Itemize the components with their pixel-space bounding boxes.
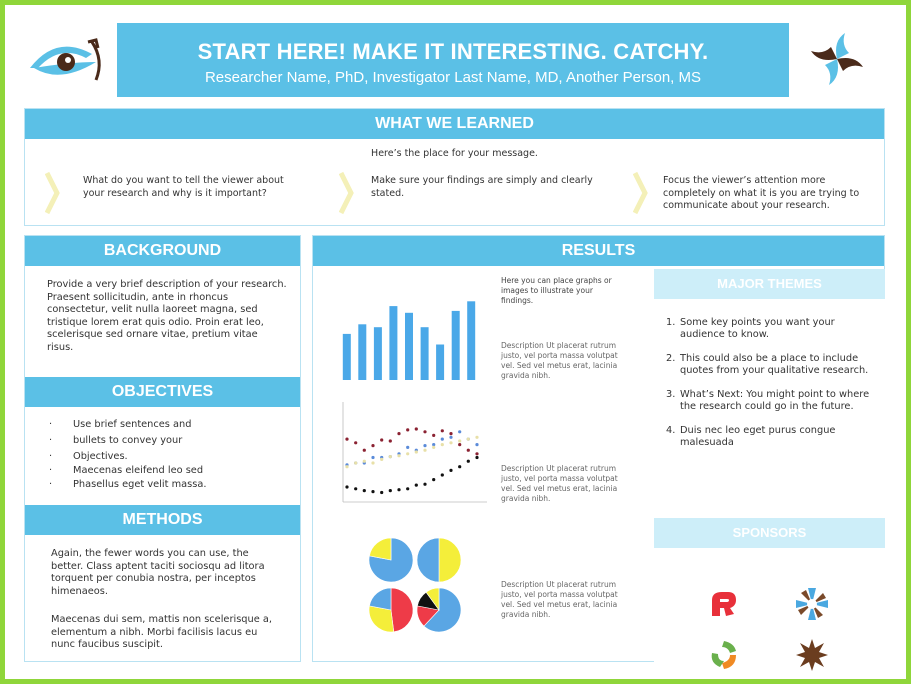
methods-paragraph-1: Again, the fewer words you can use, the better. Class aptent taciti sociosqu ad litora torquent per conubia nostra, per inceptos himenaeos. <box>51 548 265 597</box>
scatter-point <box>441 473 444 476</box>
bar-7 <box>436 345 444 381</box>
scatter-point <box>432 478 435 481</box>
sponsor-logo-brown-star-icon <box>794 637 830 673</box>
scatter-point <box>441 438 444 441</box>
scatter-point <box>441 443 444 446</box>
figure-2-description: Description Ut placerat rutrum justo, vel porta massa volutpat vel. Sed vel metus erat, lacinia gravida nibh. <box>501 464 618 503</box>
scatter-point <box>423 449 426 452</box>
objective-item: · bullets to convey your <box>49 433 206 449</box>
objectives-list <box>49 417 206 493</box>
what-we-learned-heading: WHAT WE LEARNED <box>25 109 884 139</box>
scatter-point <box>415 427 418 430</box>
scatter-point <box>363 449 366 452</box>
scatter-point <box>467 438 470 441</box>
results-intro: Here you can place graphs or images to illustrate your findings. <box>501 276 612 305</box>
theme-item: 3. What’s Next: You might point to where the research could go in the future. <box>666 389 870 412</box>
scatter-point <box>406 428 409 431</box>
scatter-point <box>406 452 409 455</box>
learned-column-1: What do you want to tell the viewer about your research and why is it important? <box>83 175 284 199</box>
scatter-point <box>380 438 383 441</box>
theme-item: 2. This could also be a place to include quotes from your qualitative research. <box>666 353 869 376</box>
sponsor-logo-recycle-icon <box>706 637 742 673</box>
scatter-point <box>449 441 452 444</box>
scatter-point <box>475 452 478 455</box>
sponsor-logo-blue-flower-icon <box>794 586 830 622</box>
theme-item: 4. Duis nec leo eget purus congue malesuada <box>666 425 836 448</box>
methods-paragraph-2: Maecenas dui sem, mattis non scelerisque a, elementum a nibh. Morbi facilisis lacus eu nunc faucibus suscipit. <box>51 614 272 650</box>
scatter-point <box>441 429 444 432</box>
scatter-point <box>371 456 374 459</box>
bar-2 <box>358 324 366 380</box>
background-heading: BACKGROUND <box>25 236 300 266</box>
themes-list <box>666 317 876 461</box>
objective-item: · Objectives. <box>49 449 206 465</box>
scatter-point <box>458 430 461 433</box>
chevron-right-icon <box>45 171 61 215</box>
scatter-point <box>467 449 470 452</box>
major-themes-box <box>654 269 885 662</box>
chevron-right-icon <box>339 171 355 215</box>
scatter-point <box>432 446 435 449</box>
eye-logo-icon <box>26 36 110 86</box>
scatter-point <box>415 484 418 487</box>
pie-slice <box>391 588 413 632</box>
scatter-point <box>423 430 426 433</box>
scatter-point <box>432 443 435 446</box>
bar-8 <box>452 311 460 380</box>
scatter-chart <box>341 402 487 504</box>
scatter-point <box>475 443 478 446</box>
results-panel <box>312 235 885 662</box>
scatter-point <box>371 461 374 464</box>
scatter-point <box>389 455 392 458</box>
scatter-point <box>389 489 392 492</box>
scatter-point <box>380 458 383 461</box>
pie-charts <box>369 538 469 638</box>
objective-item: · Maecenas eleifend leo sed <box>49 463 206 479</box>
scatter-point <box>475 436 478 439</box>
scatter-point <box>475 456 478 459</box>
scatter-point <box>363 489 366 492</box>
figure-1-description: Description Ut placerat rutrum justo, vel porta massa volutpat vel. Sed vel metus erat, lacinia gravida nibh. <box>501 341 618 380</box>
left-column-panel <box>24 235 301 662</box>
pie-slice <box>369 538 391 560</box>
bar-5 <box>405 313 413 380</box>
objective-item: · Phasellus eget velit massa. <box>49 477 206 493</box>
scatter-point <box>354 441 357 444</box>
pinwheel-logo-icon <box>806 28 868 90</box>
scatter-point <box>380 491 383 494</box>
theme-item: 1. Some key points you want your audience to know. <box>666 317 835 340</box>
bar-3 <box>374 327 382 380</box>
learned-column-3: Focus the viewer’s attention more completely on what it is you are trying to communicate about your research. <box>663 175 860 211</box>
learned-column-2: Make sure your findings are simply and clearly stated. <box>371 175 593 199</box>
scatter-point <box>397 454 400 457</box>
learned-message: Here’s the place for your message. <box>371 148 538 159</box>
bar-6 <box>421 327 429 380</box>
scatter-point <box>389 439 392 442</box>
sponsor-logo-red-arrow-icon <box>706 586 742 622</box>
sponsors-heading: SPONSORS <box>654 518 885 548</box>
bar-4 <box>389 306 397 380</box>
scatter-point <box>371 444 374 447</box>
scatter-point <box>354 487 357 490</box>
pie-slice <box>417 538 439 582</box>
scatter-point <box>354 461 357 464</box>
bar-chart <box>339 284 479 380</box>
background-text: Provide a very brief description of your research. Praesent sollicitudin, ante in rhoncus consectetur, velit nulla laoreet magna, sed tristique lorem erat quis odio. Proin erat leo, scelerisque sed ornare vitae, pretium vitae risus. <box>47 279 287 353</box>
scatter-point <box>423 444 426 447</box>
poster-title-banner <box>117 23 789 97</box>
pie-slice <box>439 538 461 582</box>
scatter-point <box>406 487 409 490</box>
scatter-point <box>345 438 348 441</box>
methods-heading: METHODS <box>25 505 300 535</box>
results-heading: RESULTS <box>313 236 884 266</box>
scatter-point <box>449 436 452 439</box>
scatter-point <box>467 460 470 463</box>
scatter-point <box>449 432 452 435</box>
scatter-point <box>458 465 461 468</box>
scatter-point <box>363 460 366 463</box>
poster-authors: Researcher Name, PhD, Investigator Last Name, MD, Another Person, MS <box>204 69 702 86</box>
scatter-point <box>415 450 418 453</box>
scatter-point <box>345 485 348 488</box>
what-we-learned-panel <box>24 108 885 226</box>
objectives-heading: OBJECTIVES <box>25 377 300 407</box>
figure-3-description: Description Ut placerat rutrum justo, vel porta massa volutpat vel. Sed vel metus erat, lacinia gravida nibh. <box>501 580 618 619</box>
scatter-point <box>432 434 435 437</box>
poster-title: START HERE! MAKE IT INTERESTING. CATCHY. <box>197 39 709 64</box>
scatter-point <box>397 432 400 435</box>
scatter-point <box>458 439 461 442</box>
bar-1 <box>343 334 351 380</box>
objective-item: · Use brief sentences and <box>49 417 206 433</box>
scatter-point <box>423 483 426 486</box>
bar-9 <box>467 301 475 380</box>
scatter-point <box>406 446 409 449</box>
chevron-right-icon <box>633 171 649 215</box>
scatter-point <box>345 465 348 468</box>
scatter-point <box>397 488 400 491</box>
major-themes-heading: MAJOR THEMES <box>654 269 885 299</box>
scatter-point <box>449 469 452 472</box>
scatter-point <box>458 443 461 446</box>
pie-slice <box>369 588 391 610</box>
scatter-point <box>371 490 374 493</box>
